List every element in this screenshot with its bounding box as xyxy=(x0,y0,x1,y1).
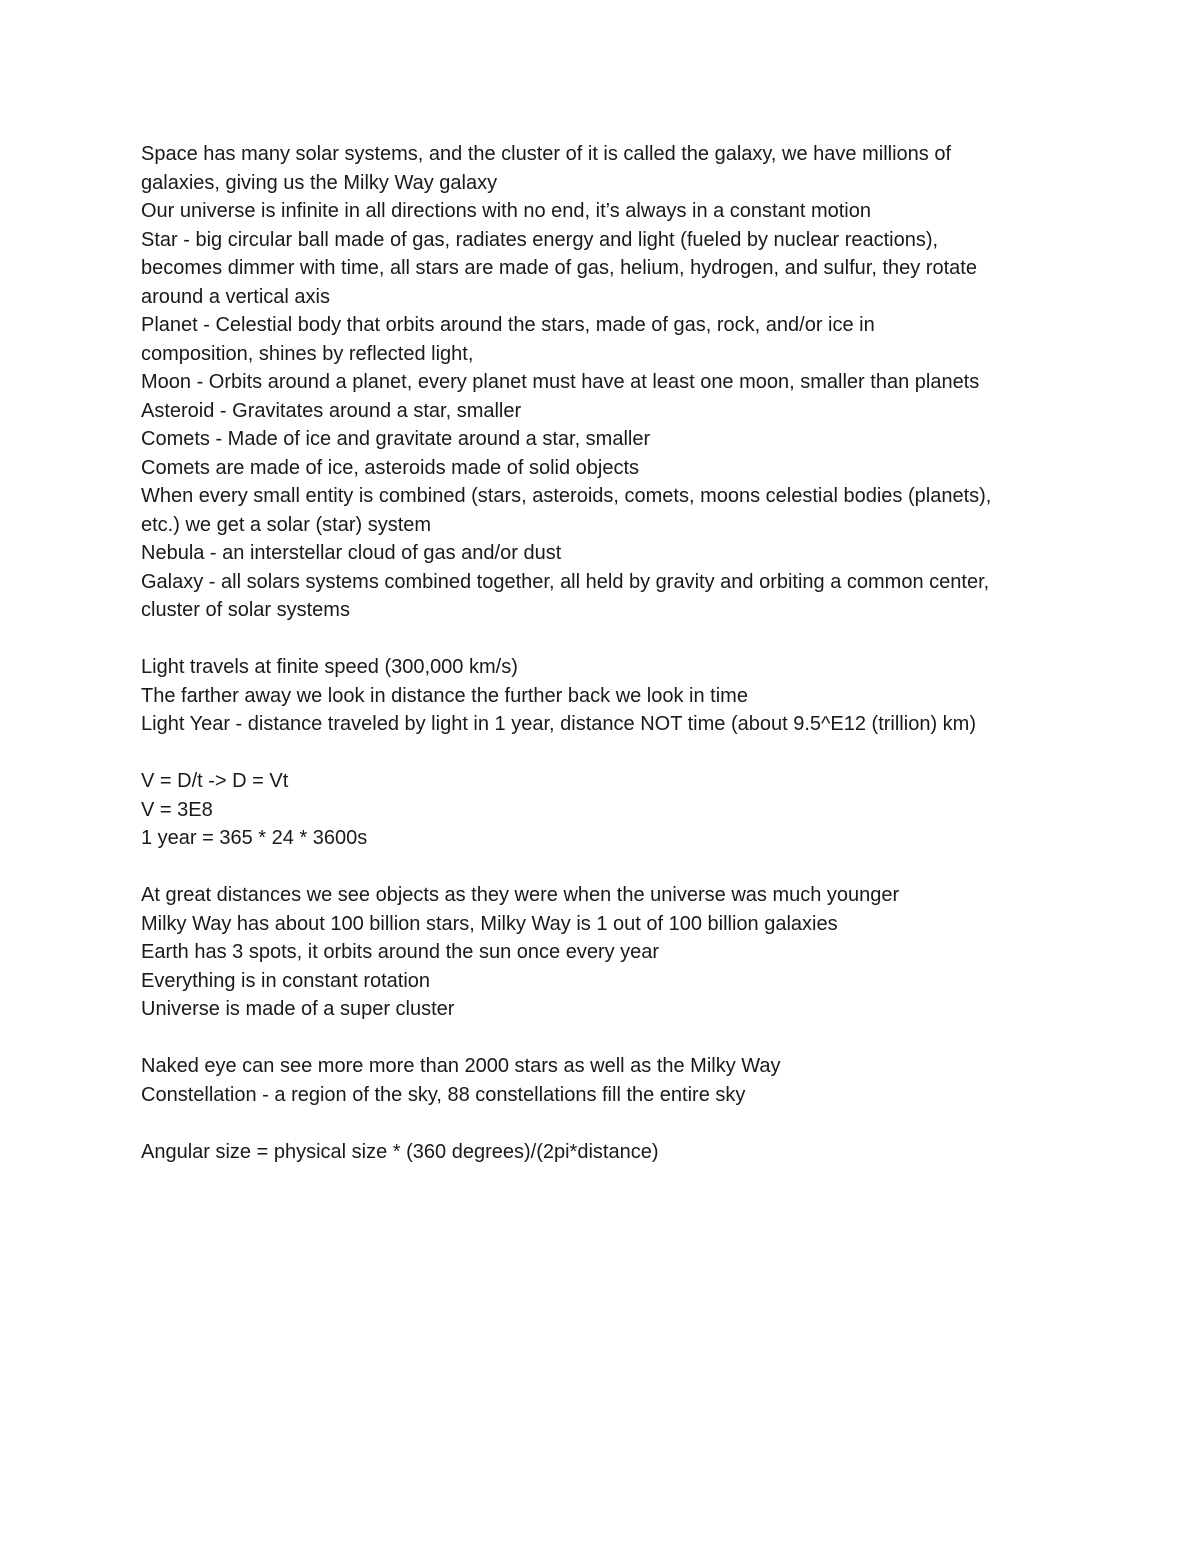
text-line: Universe is made of a super cluster xyxy=(141,998,455,1020)
text-line: V = D/t -> D = Vt xyxy=(141,770,289,792)
blank-line xyxy=(141,739,1071,768)
text-line: Moon - Orbits around a planet, every planet must have at least one moon, smaller than planets xyxy=(141,371,980,393)
text-line: Comets are made of ice, asteroids made of solid objects xyxy=(141,456,640,479)
text-line: Light Year - distance traveled by light in 1 year, distance NOT time (about 9.5^E12 (trillion) km) xyxy=(141,713,976,735)
blank-line xyxy=(141,625,1071,654)
text-line: becomes dimmer with time, all stars are made of gas, helium, hydrogen, and sulfur, they rotate xyxy=(141,257,977,279)
text-line: The farther away we look in distance the further back we look in time xyxy=(141,684,748,707)
text-line: Angular size = physical size * (360 degrees)/(2pi*distance) xyxy=(141,1140,659,1163)
text-line: Nebula - an interstellar cloud of gas and/or dust xyxy=(141,542,562,564)
blank-line xyxy=(141,853,1071,882)
text-line: etc.) we get a solar (star) system xyxy=(141,513,432,536)
text-line: Our universe is infinite in all directions with no end, it’s always in a constant motion xyxy=(141,200,871,222)
text-line: Star - big circular ball made of gas, radiates energy and light (fueled by nuclear reactions), xyxy=(141,228,939,251)
text-line: Asteroid - Gravitates around a star, smaller xyxy=(141,399,522,422)
text-line: Light travels at finite speed (300,000 km/s) xyxy=(141,656,518,678)
text-line: galaxies, giving us the Milky Way galaxy xyxy=(141,171,498,194)
blank-line xyxy=(141,1024,1071,1053)
text-line: Everything is in constant rotation xyxy=(141,969,431,992)
text-line: Naked eye can see more more than 2000 stars as well as the Milky Way xyxy=(141,1055,781,1077)
text-line: composition, shines by reflected light, xyxy=(141,342,474,365)
document-body xyxy=(141,140,1071,1166)
text-line: Galaxy - all solars systems combined together, all held by gravity and orbiting a common center, xyxy=(141,570,990,593)
text-line: At great distances we see objects as they were when the universe was much younger xyxy=(141,884,900,906)
text-line: around a vertical axis xyxy=(141,285,330,308)
blank-line xyxy=(141,1109,1071,1138)
text-line: When every small entity is combined (stars, asteroids, comets, moons celestial bodies (planets), xyxy=(141,485,992,507)
text-line: Planet - Celestial body that orbits around the stars, made of gas, rock, and/or ice in xyxy=(141,314,875,336)
text-line: cluster of solar systems xyxy=(141,599,350,621)
text-line: Constellation - a region of the sky, 88 constellations fill the entire sky xyxy=(141,1083,746,1106)
text-line: Earth has 3 spots, it orbits around the sun once every year xyxy=(141,941,660,963)
text-line: V = 3E8 xyxy=(141,798,213,821)
text-line: Comets - Made of ice and gravitate around a star, smaller xyxy=(141,428,651,450)
text-line: Milky Way has about 100 billion stars, Milky Way is 1 out of 100 billion galaxies xyxy=(141,912,838,935)
text-line: Space has many solar systems, and the cluster of it is called the galaxy, we have millions of xyxy=(141,143,952,165)
text-line: 1 year = 365 * 24 * 3600s xyxy=(141,827,368,849)
